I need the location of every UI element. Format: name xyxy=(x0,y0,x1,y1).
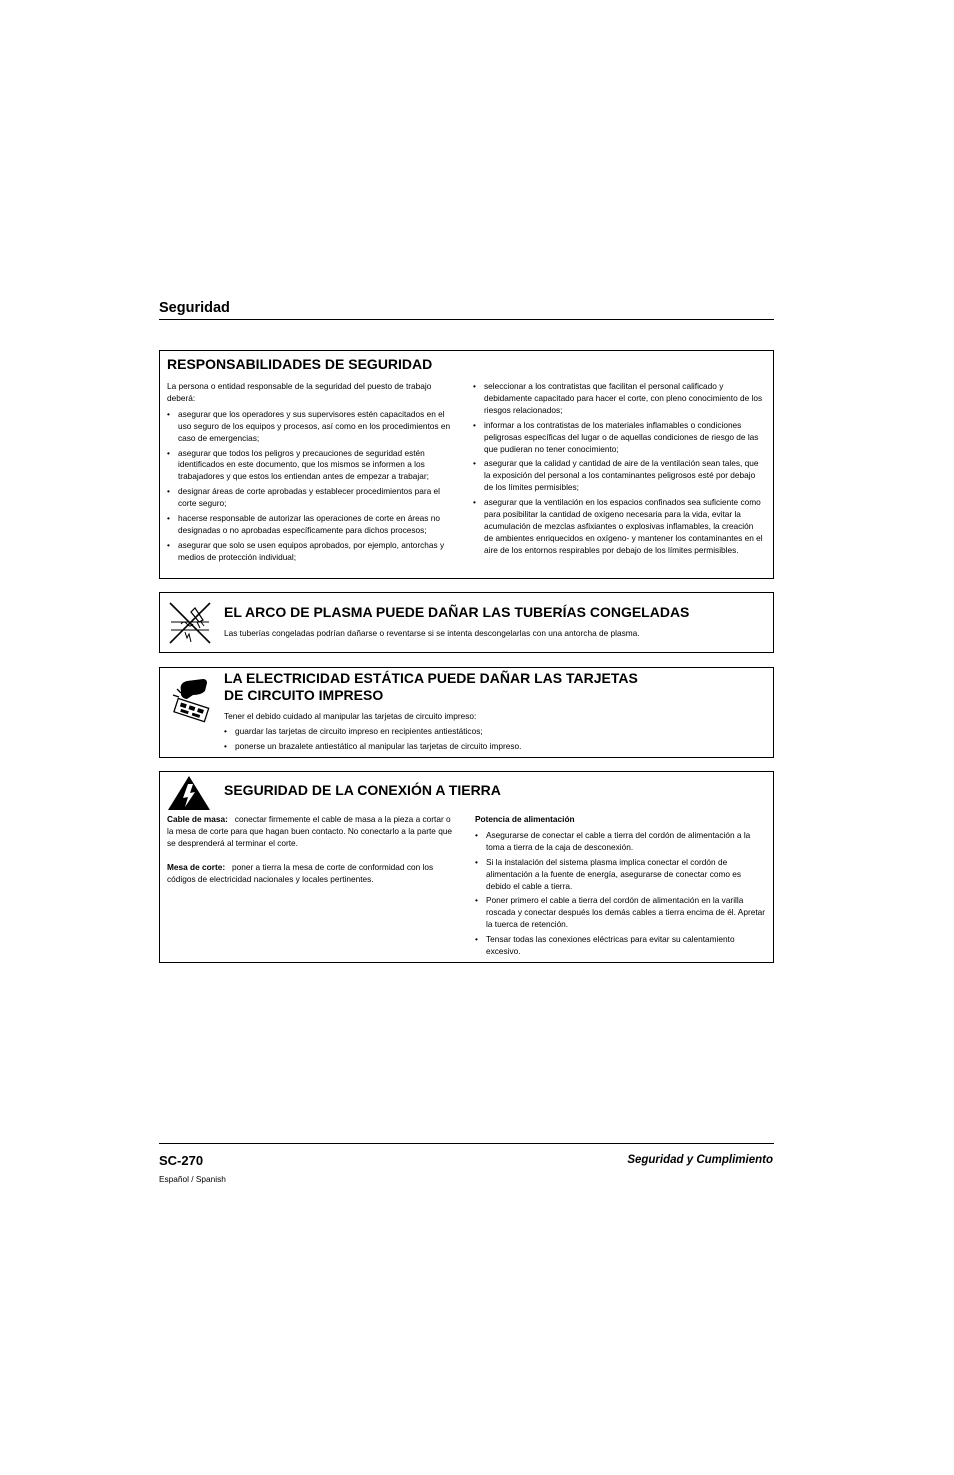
list-item: • Asegurarse de conectar el cable a tierra del cordón de alimentación a la toma a tierra de la caja de desconexión. xyxy=(475,830,765,854)
warning-content xyxy=(224,711,764,756)
footer-title: Seguridad y Cumplimiento xyxy=(627,1154,773,1166)
left-bullet-list xyxy=(167,409,458,564)
electric-shock-warning-icon xyxy=(167,775,211,811)
box-title xyxy=(224,670,638,704)
list-item: • asegurar que todos los peligros y precauciones de seguridad estén identificados en este documento, que los mismos se informen a los trabajadores y que estos los entiendan antes de empezar a trabajar; xyxy=(167,448,458,484)
intro-text: Tener el debido cuidado al manipular las tarjetas de circuito impreso: xyxy=(224,711,477,721)
page-number: SC-270 xyxy=(159,1153,204,1168)
header-rule xyxy=(159,319,774,320)
box-title: EL ARCO DE PLASMA PUEDE DAÑAR LAS TUBERÍAS CONGELADAS xyxy=(224,604,690,620)
list-item: • Poner primero el cable a tierra del cordón de alimentación en la varilla roscada y conectar después los demás cables a tierra encima de él. Apretar la tuerca de retención. xyxy=(475,895,765,931)
list-item: • asegurar que solo se usen equipos aprobados, por ejemplo, antorchas y medios de protección individual; xyxy=(167,540,458,564)
right-column xyxy=(475,814,765,961)
list-item: • asegurar que los operadores y sus supervisores estén capacitados en el uso seguro de los equipos y procesos, así como en los procedimientos en caso de emergencias; xyxy=(167,409,458,445)
footer-rule xyxy=(159,1143,774,1144)
list-item: • Tensar todas las conexiones eléctricas para evitar su calentamiento excesivo. xyxy=(475,934,765,958)
power-heading: Potencia de alimentación xyxy=(475,814,575,824)
cable-label: Cable de masa: xyxy=(167,814,228,824)
list-item: • asegurar que la ventilación en los espacios confinados sea suficiente como para posibilitar la cantidad de oxígeno necesaria para la vida, evitar la acumulación de mezclas asfixiantes o explosivas inflamables, la creación de ambientes enriquecidos en oxígeno- y mantener los contaminantes en el aire de los entornos respirables por debajo de los límites permisibles. xyxy=(473,497,764,557)
list-item: • asegurar que la calidad y cantidad de aire de la ventilación sean tales, que la exposición del personal a los contaminantes peligrosos esté por debajo de los límites permisibles; xyxy=(473,458,764,494)
box-title: SEGURIDAD DE LA CONEXIÓN A TIERRA xyxy=(224,782,501,798)
safety-responsibilities-box xyxy=(159,350,774,579)
cable-paragraph xyxy=(167,814,459,850)
right-bullet-list xyxy=(473,381,764,557)
mesa-text: poner a tierra la mesa de corte de conformidad con los códigos de electricidad nacionales y locales pertinentes. xyxy=(167,861,434,884)
section-heading: Seguridad xyxy=(159,300,230,316)
list-item: • ponerse un brazalete antiestático al manipular las tarjetas de circuito impreso. xyxy=(224,741,764,753)
left-column xyxy=(167,814,459,898)
static-electricity-hand-icon xyxy=(167,673,213,723)
title-line-2: DE CIRCUITO IMPRESO xyxy=(224,687,384,703)
static-electricity-warning-box xyxy=(159,667,774,758)
right-column xyxy=(473,381,764,560)
grounding-safety-box xyxy=(159,771,774,963)
box-title: RESPONSABILIDADES DE SEGURIDAD xyxy=(167,356,433,372)
language-label: Español / Spanish xyxy=(159,1174,226,1184)
list-item: • Si la instalación del sistema plasma implica conectar el cordón de alimentación a la fuente de energía, asegurarse de conectar como es debido el cable a tierra. xyxy=(475,857,765,893)
intro-text: La persona o entidad responsable de la seguridad del puesto de trabajo deberá: xyxy=(167,381,432,403)
left-column xyxy=(167,381,458,567)
list-item: • informar a los contratistas de los materiales inflamables o condiciones peligrosas específicas del lugar o de aquellas condiciones de riesgo de las que pudieran no tener conocimiento; xyxy=(473,420,764,456)
power-bullet-list xyxy=(475,830,765,958)
list-item: • guardar las tarjetas de circuito impreso en recipientes antiestáticos; xyxy=(224,726,764,738)
cable-text: conectar firmemente el cable de masa a la pieza a cortar o la mesa de corte para que hagan buen contacto. No conectarlo a la parte que se desprenderá al terminar el corte. xyxy=(167,814,453,848)
warning-text: Las tuberías congeladas podrían dañarse o reventarse si se intenta descongelarlas con una antorcha de plasma. xyxy=(224,628,640,638)
list-item: • hacerse responsable de autorizar las operaciones de corte en áreas no designadas o no aprobadas específicamente para dichos procesos; xyxy=(167,513,458,537)
mesa-paragraph xyxy=(167,862,459,886)
bullet-list xyxy=(224,726,764,753)
title-line-1: LA ELECTRICIDAD ESTÁTICA PUEDE DAÑAR LAS TARJETAS xyxy=(224,670,638,686)
list-item: • seleccionar a los contratistas que facilitan el personal calificado y debidamente capacitado para hacer el corte, con pleno conocimiento de los riesgos relacionados; xyxy=(473,381,764,417)
no-frozen-pipe-thawing-icon xyxy=(167,600,213,646)
list-item: • designar áreas de corte aprobadas y establecer procedimientos para el corte seguro; xyxy=(167,486,458,510)
mesa-label: Mesa de corte: xyxy=(167,861,226,872)
frozen-pipes-warning-box xyxy=(159,592,774,653)
